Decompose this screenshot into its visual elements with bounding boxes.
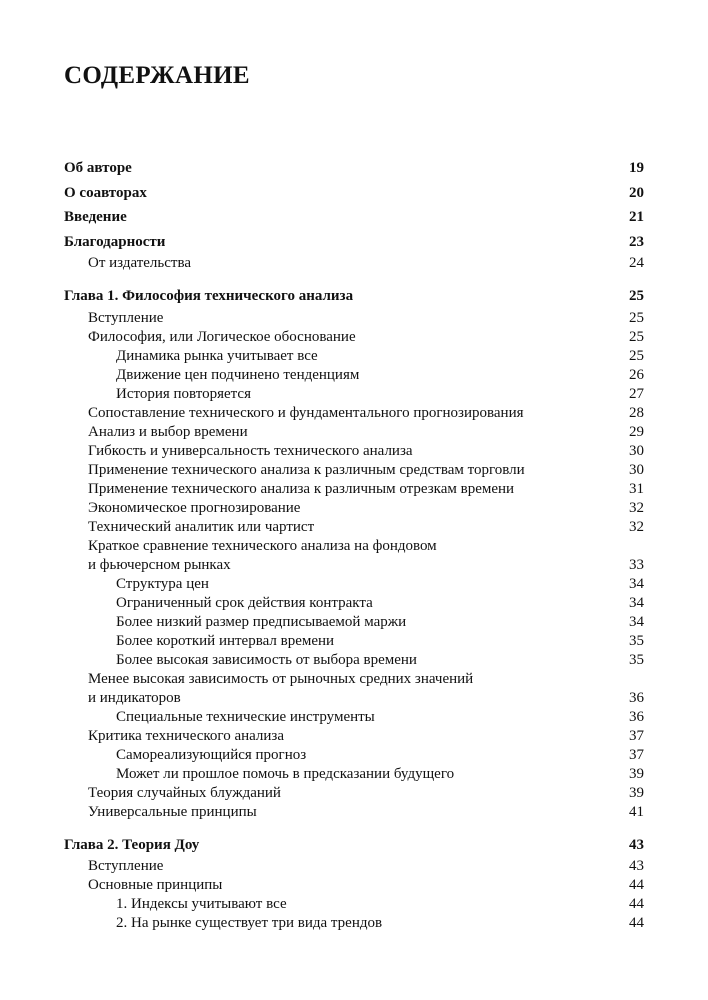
toc-entry-title: Вступление [88, 309, 164, 326]
toc-page-number: 19 [629, 160, 644, 176]
toc-page-number: 37 [629, 746, 644, 763]
toc-page-number: 30 [629, 461, 644, 478]
toc-subsection-entry [64, 895, 644, 914]
toc-entry-title: Анализ и выбор времени [88, 423, 248, 440]
toc-subsection-entry [64, 708, 644, 727]
toc-subsection-entry [64, 366, 644, 385]
toc-page-number: 30 [629, 442, 644, 459]
toc-entry-title: Теория случайных блужданий [88, 784, 281, 801]
toc-entry-title: Специальные технические инструменты [116, 708, 375, 725]
toc-heading-entry [64, 230, 644, 255]
toc-page-number: 32 [629, 518, 644, 535]
toc-subsection-entry [64, 632, 644, 651]
toc-heading-entry [64, 833, 644, 858]
toc-entry-title: О соавторах [64, 184, 147, 201]
toc-entry-title: Сопоставление технического и фундаментального прогнозирования [88, 404, 524, 421]
toc-entry-title: Применение технического анализа к различным средствам торговли [88, 461, 525, 478]
toc-entry-title: Более высокая зависимость от выбора времени [116, 651, 417, 668]
toc-entry-title: Структура цен [116, 575, 209, 592]
toc-entry-title: Об авторе [64, 160, 132, 176]
toc-subsection-entry [64, 575, 644, 594]
toc-heading-entry [64, 181, 644, 206]
toc-page-number: 25 [629, 328, 644, 345]
toc-section-entry [64, 803, 644, 822]
toc-entry-title: Применение технического анализа к различным отрезкам времени [88, 480, 515, 497]
toc-entry-title: Может ли прошлое помочь в предсказании будущего [116, 765, 455, 782]
toc-heading-entry [64, 156, 644, 181]
toc-page-number: 29 [629, 423, 644, 440]
table-of-contents [64, 156, 644, 933]
toc-page-number: 43 [629, 836, 644, 853]
toc-page-number: 41 [629, 803, 644, 820]
page-title: СОДЕРЖАНИЕ [64, 62, 250, 89]
toc-entry-title: Движение цен подчинено тенденциям [116, 366, 360, 383]
toc-page-number: 37 [629, 727, 644, 744]
toc-subsection-entry [64, 746, 644, 765]
toc-entry-title: Более короткий интервал времени [116, 632, 335, 649]
toc-page-number: 33 [629, 556, 644, 573]
toc-page-number: 20 [629, 184, 644, 201]
toc-section-entry [64, 518, 644, 537]
toc-subsection-entry [64, 613, 644, 632]
toc-section-entry [64, 480, 644, 499]
toc-entry-title: Технический аналитик или чартист [88, 518, 315, 535]
toc-entry-title: Философия, или Логическое обоснование [88, 328, 356, 345]
toc-entry-title: Основные принципы [88, 877, 223, 893]
toc-page-number: 31 [629, 480, 644, 497]
toc-section-entry [64, 876, 644, 895]
toc-section-entry [64, 727, 644, 746]
toc-page-number: 25 [629, 347, 644, 364]
toc-section-entry [64, 537, 644, 575]
toc-section-entry [64, 670, 644, 708]
toc-entry-title: Универсальные принципы [88, 803, 257, 820]
toc-page-number: 44 [629, 877, 644, 893]
toc-entry-title: Краткое сравнение технического анализа на фондовом и фьючерсном рынках [88, 537, 437, 573]
toc-subsection-entry [64, 594, 644, 613]
toc-page-number: 36 [629, 708, 644, 725]
toc-section-entry [64, 309, 644, 328]
toc-section-entry [64, 461, 644, 480]
toc-entry-title: Вступление [88, 858, 164, 874]
toc-page-number: 43 [629, 858, 644, 874]
toc-entry-title: Более низкий размер предписываемой маржи [116, 613, 407, 630]
toc-section-entry [64, 404, 644, 423]
toc-page-number: 26 [629, 366, 644, 383]
toc-section-entry [64, 423, 644, 442]
toc-heading-entry [64, 284, 644, 309]
toc-entry-title: Ограниченный срок действия контракта [116, 594, 373, 611]
toc-page-number: 25 [629, 288, 644, 304]
toc-page-number: 21 [629, 209, 644, 225]
toc-subsection-entry [64, 765, 644, 784]
toc-page-number: 34 [629, 594, 644, 611]
toc-section-entry [64, 442, 644, 461]
toc-page-number: 23 [629, 233, 644, 250]
toc-subsection-entry [64, 385, 644, 404]
toc-page-number: 34 [629, 613, 644, 630]
toc-entry-title: Благодарности [64, 233, 166, 250]
toc-section-entry [64, 328, 644, 347]
toc-entry-title: Менее высокая зависимость от рыночных средних значений и индикаторов [88, 670, 474, 706]
toc-section-entry [64, 499, 644, 518]
toc-page-number: 44 [629, 915, 644, 931]
toc-subsection-entry [64, 347, 644, 366]
toc-page-number: 24 [629, 255, 644, 271]
toc-page-number: 35 [629, 632, 644, 649]
toc-page-number: 35 [629, 651, 644, 668]
toc-entry-title: Глава 1. Философия технического анализа [64, 288, 354, 304]
toc-entry-title: Экономическое прогнозирование [88, 499, 301, 516]
toc-entry-title: 2. На рынке существует три вида трендов [116, 915, 383, 931]
toc-heading-entry [64, 205, 644, 230]
toc-page-number: 28 [629, 404, 644, 421]
toc-page-number: 25 [629, 309, 644, 326]
toc-subsection-entry [64, 914, 644, 933]
toc-entry-title: Глава 2. Теория Доу [64, 836, 200, 853]
toc-page-number: 27 [629, 385, 644, 402]
toc-subsection-entry [64, 651, 644, 670]
toc-page-number: 39 [629, 784, 644, 801]
toc-section-entry [64, 254, 644, 273]
toc-page-number: 34 [629, 575, 644, 592]
toc-entry-title: 1. Индексы учитывают все [116, 896, 287, 912]
toc-page-number: 36 [629, 689, 644, 706]
toc-section-entry [64, 784, 644, 803]
toc-page-number: 39 [629, 765, 644, 782]
toc-section-entry [64, 857, 644, 876]
toc-entry-title: Гибкость и универсальность технического анализа [88, 442, 413, 459]
toc-entry-title: Введение [64, 209, 127, 225]
toc-entry-title: От издательства [88, 255, 192, 271]
toc-page-number: 32 [629, 499, 644, 516]
toc-entry-title: Динамика рынка учитывает все [116, 347, 318, 364]
toc-page-number: 44 [629, 896, 644, 912]
toc-entry-title: Критика технического анализа [88, 727, 285, 744]
toc-entry-title: Самореализующийся прогноз [116, 746, 307, 763]
toc-entry-title: История повторяется [116, 385, 251, 402]
